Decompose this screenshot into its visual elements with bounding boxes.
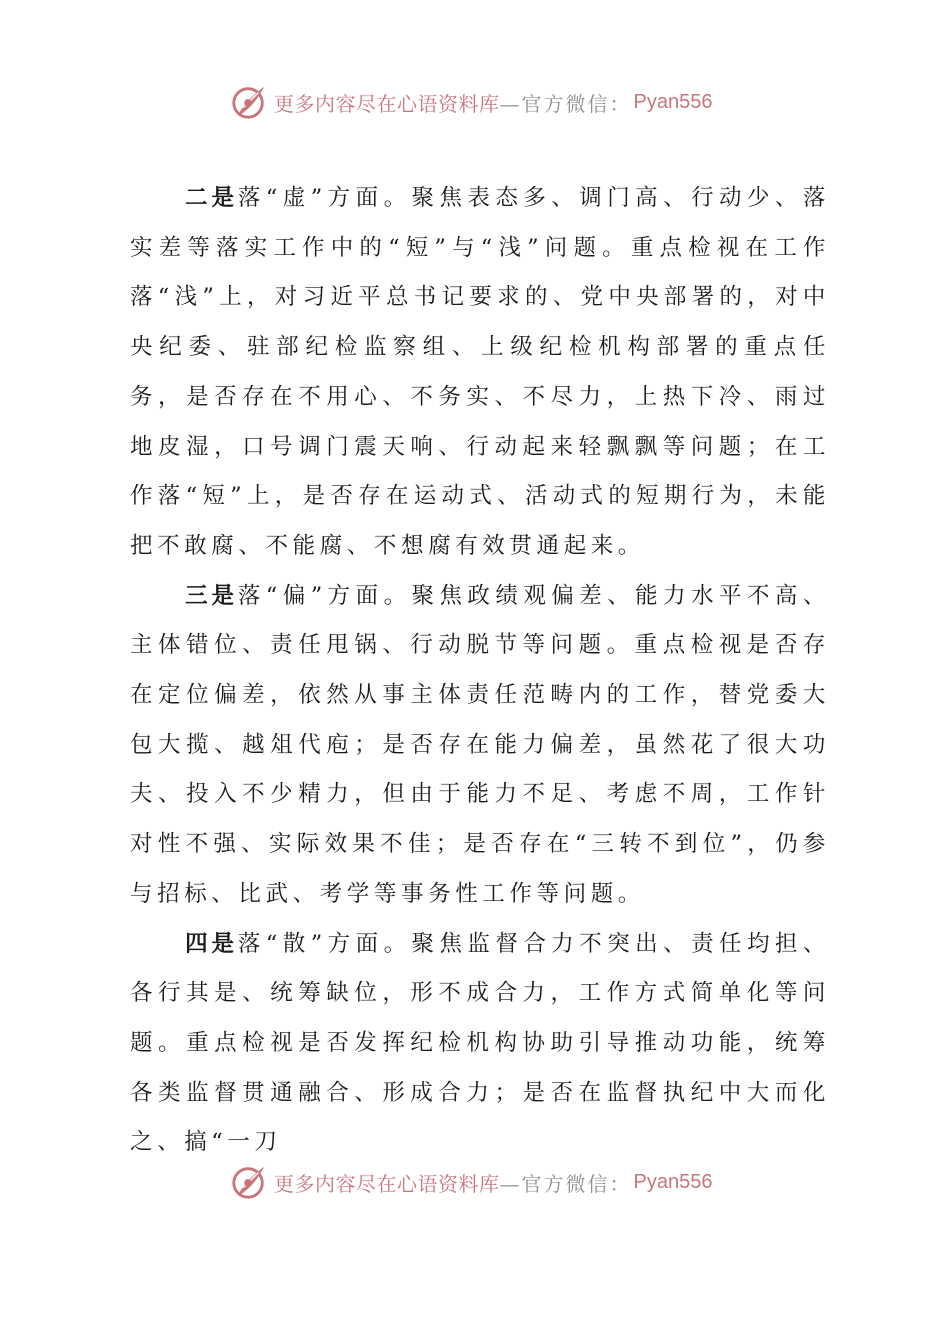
header-banner (230, 82, 750, 122)
paragraph-lead-term: 四是 (185, 930, 238, 957)
paragraph (130, 174, 830, 572)
paragraph-lead-term: 三是 (185, 582, 238, 609)
banner-lead-text: 更多内容尽在心语资料库 (274, 1171, 500, 1196)
footer-banner (230, 1162, 750, 1202)
paragraph-text: 落“虚”方面。聚焦表态多、调门高、行动少、落实差等落实工作中的“短”与“浅”问题。重点检视在工作落“浅”上，对习近平总书记要求的、党中央部署的，对中央纪委、驻部纪检监察组、上级纪检机构部署的重点任务，是否存在不用心、不务实、不尽力，上热下冷、雨过地皮湿，口号调门震天响、行动起来轻飘飘等问题；在工作落“短”上，是否存在运动式、活动式的短期行为，未能把不敢腐、不能腐、不想腐有效贯通起来。 (130, 185, 830, 559)
paragraph-text: 落“偏”方面。聚焦政绩观偏差、能力水平不高、主体错位、责任甩锅、行动脱节等问题。重点检视是否存在定位偏差，依然从事主体责任范畴内的工作，替党委大包大揽、越俎代庖；是否存在能力偏差，虽然花了很大功夫、投入不少精力，但由于能力不足、考虑不周，工作针对性不强、实际效果不佳；是否存在“三转不到位”，仍参与招标、比武、考学等事务性工作等问题。 (130, 582, 830, 907)
banner-official-text: —官方微信： (499, 1171, 632, 1196)
banner-lead-text: 更多内容尽在心语资料库 (274, 91, 500, 116)
paragraph (130, 572, 830, 920)
paragraph-text: 落“散”方面。聚焦监督合力不突出、责任均担、各行其是、统筹缺位，形不成合力，工作方式简单化等问题。重点检视是否发挥纪检机构协助引导推动功能，统筹各类监督贯通融合、形成合力；是否在监督执纪中大而化之、搞“一刀 (130, 930, 830, 1156)
quill-pen-logo-icon (230, 1163, 268, 1201)
banner-wechat-id: Pyan556 (633, 1170, 713, 1193)
document-body (130, 174, 830, 1168)
banner-wechat-id: Pyan556 (633, 90, 713, 113)
paragraph-lead-term: 二是 (185, 185, 238, 211)
paragraph (130, 920, 830, 1169)
quill-pen-logo-icon (230, 83, 268, 121)
banner-official-text: —官方微信： (499, 91, 632, 116)
